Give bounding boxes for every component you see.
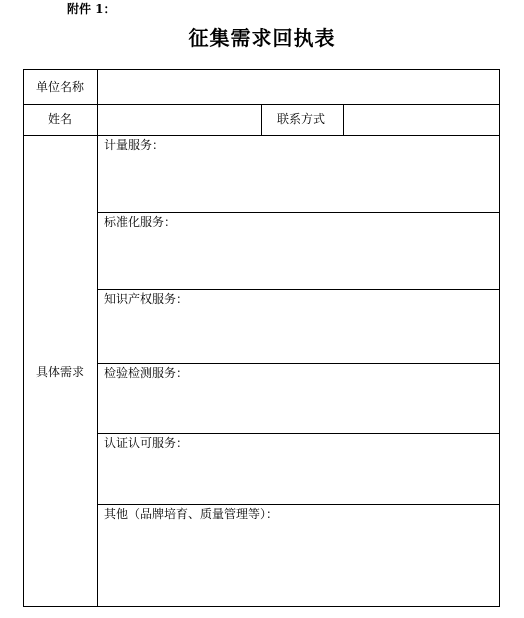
org-name-label: 单位名称: [36, 80, 85, 94]
need-row-certification[interactable]: [99, 434, 499, 504]
need-row-ip[interactable]: [99, 290, 499, 363]
name-label: 姓名: [48, 112, 73, 126]
need-value-certification[interactable]: [104, 452, 494, 500]
need-label-inspection: 检验检测服务：: [104, 366, 189, 380]
need-value-metrology[interactable]: [104, 154, 494, 208]
attachment-label: 附件 1：: [67, 2, 116, 16]
name-field[interactable]: [99, 106, 260, 135]
label-column-divider: [97, 70, 98, 606]
need-row-metrology[interactable]: [99, 136, 499, 212]
name-contact-divider: [261, 104, 262, 136]
need-label-certification: 认证认可服务：: [104, 436, 189, 450]
contact-label: 联系方式: [277, 112, 326, 126]
need-value-inspection[interactable]: [104, 382, 494, 430]
need-value-other[interactable]: [104, 523, 494, 601]
contact-field[interactable]: [345, 106, 497, 135]
need-row-standardization[interactable]: [99, 213, 499, 289]
need-row-inspection[interactable]: [99, 364, 499, 433]
need-label-standardization: 标准化服务：: [104, 215, 177, 229]
feedback-form-table: [23, 69, 500, 607]
org-name-field[interactable]: [99, 71, 497, 103]
needs-label: 具体需求: [36, 365, 85, 379]
need-label-metrology: 计量服务：: [104, 138, 165, 152]
need-label-ip: 知识产权服务：: [104, 292, 189, 306]
need-row-other[interactable]: [99, 505, 499, 606]
contact-value-divider: [343, 104, 344, 136]
need-label-other: 其他（品牌培育、质量管理等）：: [104, 507, 279, 521]
page-title: 征集需求回执表: [188, 26, 336, 50]
need-value-ip[interactable]: [104, 308, 494, 360]
need-value-standardization[interactable]: [104, 231, 494, 285]
